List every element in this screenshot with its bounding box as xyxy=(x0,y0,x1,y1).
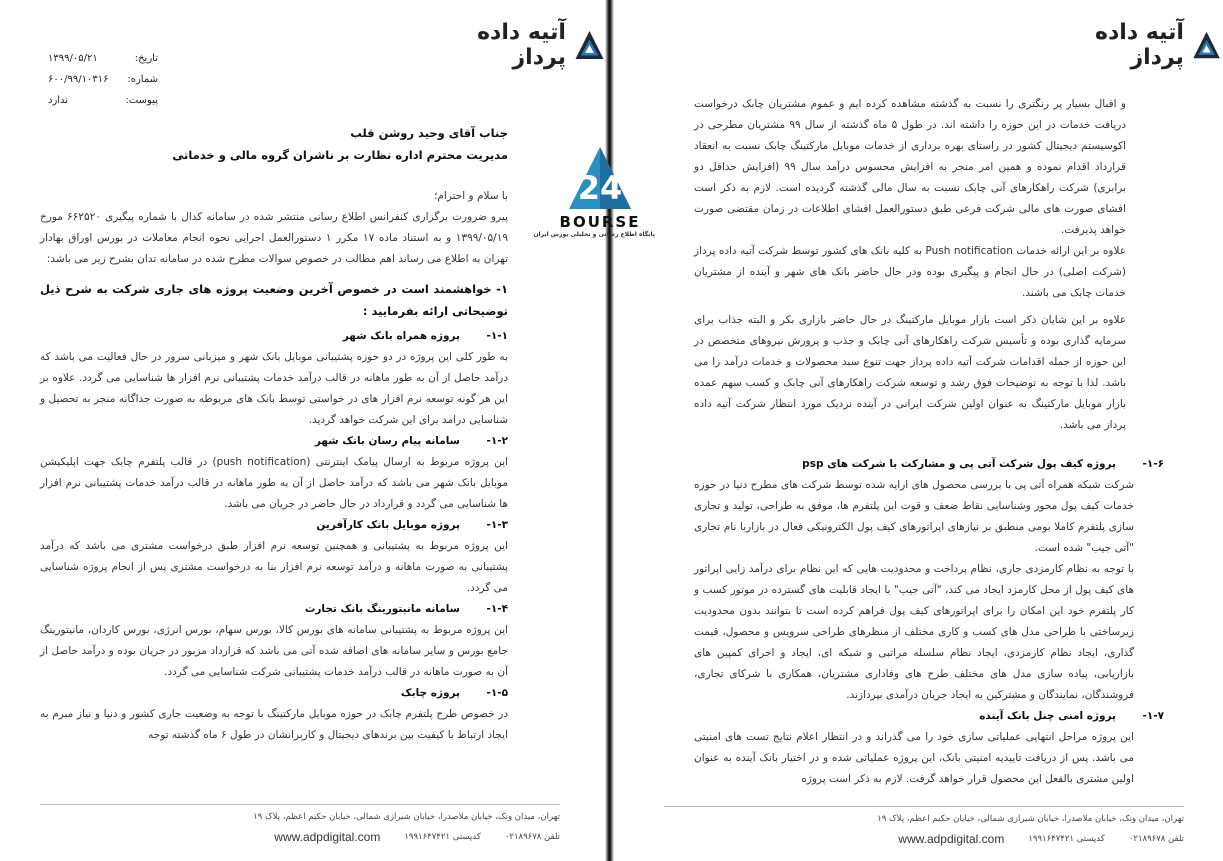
meta-label: پیوست: xyxy=(125,95,158,106)
watermark-subtitle: پایگاه اطلاع رسانی و تحلیلی بورس ایران xyxy=(533,231,655,238)
company-logo xyxy=(420,20,607,70)
item-number: ۱-۶- xyxy=(1142,458,1164,470)
logo-text: آتیه داده پرداز xyxy=(477,20,566,70)
triangle-logo-icon xyxy=(572,27,607,63)
item-title: پروژه امنی چنل بانک آینده xyxy=(979,710,1116,722)
footer-phone: تلفن ۰۲۱۸۹۶۷۸ xyxy=(504,832,560,842)
footer-website[interactable]: www.adpdigital.com xyxy=(898,832,1005,846)
item-title: سامانه مانیتورینگ بانک تجارت xyxy=(304,603,460,615)
project-item xyxy=(40,599,508,683)
paragraph: علاوه بر این ارائه خدمات Push notification به کلیه بانک های کشور توسط شرکت آتیه داده پرداز (شرکت اصلی) در حال انجام و پیگیری بوده ودر حال حاضر بانک های شهر و آینده از مشتریان خدمات چابک می باشند. xyxy=(694,245,1126,299)
footer-divider xyxy=(40,804,560,805)
intro-paragraph: پیرو ضرورت برگزاری کنفرانس اطلاع رسانی منتشر شده در سامانه کدال با شماره پیگیری ۶۶۲۵۲۰ مورخ ۱۳۹۹/۰۵/۱۹ و به استناد ماده ۱۷ مکرر ۱ دستورالعمل اجرایی نحوه انجام معاملات در بورس اوراق بهادار تهران به اطلاع می رساند اهم مطالب در خصوص سوالات مطرح شده در سامانه تدان بشرح زیر می باشد: xyxy=(40,211,508,265)
meta-label: شماره: xyxy=(127,74,158,85)
letter-page-1 xyxy=(0,0,607,861)
footer-postal: کدپستی ۱۹۹۱۶۴۷۴۲۱ xyxy=(1028,834,1105,844)
watermark-word: BOURSE xyxy=(559,213,641,231)
section-heading: ۱- خواهشمند است در خصوص آخرین وضعیت پروژه های جاری شرکت به شرح ذیل توضیحاتی ارائه بفرمایید : xyxy=(40,282,508,318)
item-body: این پروژه مراحل انتهایی عملیاتی سازی خود را می گذراند و در انتظار اعلام نتایج تست های امنیتی می باشد. پس از دریافت تاییدیه امنیتی بانک، این پروژه عملیاتی شده و در اختیار بانک آینده به عنوان اولین مشتری بالفعل این محصول قرار خواهد گرفت. لازم به ذکر است پروژه xyxy=(694,731,1134,785)
item-body: با توجه به نظام کارمزدی جاری، نظام پرداخت و محدودیت هایی که این نظام برای درآمد زایی اپراتور های کیف پول از محل کارمزد ایجاد می کند، "آتی جیب" با ایجاد قابلیت های گسترده در موتور کسب و کار پلتفرم خود این امکان را برای اپراتورهای کیف پول فراهم کرده است تا بتوانند بدون محدودیت زیرساختی با طراحی مدل های کسب و کاری مختلف از منظرهای طراحی سرویس و محصول، قیمت گذاری، ایجاد نظام کارمزدی، ایجاد نظام سلسله مراتبی و شبکه ای، ایجاد و اجرای کمپین های بازاریابی، پیاده سازی مدل های مختلف طرح های وفاداری مشتریان، همکاری با شرکای تجاری، فروشندگان، نمایندگان و مشترکین به ایجاد جریان درآمدی بپردازند. xyxy=(694,563,1134,701)
recipient-title: مدیریت محترم اداره نظارت بر ناشران گروه مالی و خدماتی xyxy=(172,148,508,162)
meta-date xyxy=(48,48,158,69)
item-body: این پروژه مربوط به ارسال پیامک اینترنتی (push notification) در قالب پلتفرم چابک جهت اپلیکیشن موبایل بانک شهر می باشد که درآمد حاصل از آن به طور ماهانه در قالب درآمد خدمات پشتیبانی نرم افزار ها شناسایی می گردد و قرارداد در حال حاضر در جریان می باشد. xyxy=(40,456,508,510)
letter-footer xyxy=(40,812,560,844)
item-number: ۱-۳- xyxy=(486,519,508,531)
item-title: پروژه کیف پول شرکت آتی پی و مشارکت با شرکت های psp xyxy=(802,458,1116,470)
item-title: پروژه موبایل بانک کارآفرین xyxy=(316,519,460,531)
item-title: پروژه چابک xyxy=(400,687,460,699)
meta-value: ۶۰۰/۹۹/۱۰۳۱۶ xyxy=(48,74,109,85)
company-logo xyxy=(1046,20,1223,70)
item-number: ۱-۷- xyxy=(1142,710,1164,722)
item-title: پروژه همراه بانک شهر xyxy=(342,330,460,342)
footer-postal: کدپستی ۱۹۹۱۶۴۷۴۲۱ xyxy=(404,832,481,842)
bourse24-logo-icon xyxy=(565,145,635,213)
letter-page-2 xyxy=(614,0,1223,861)
meta-number xyxy=(48,69,158,90)
item-body: در خصوص طرح پلتفرم چابک در حوزه موبایل مارکتینگ با توجه به وضعیت جاری کشور و دنیا و نیاز مبرم به ایجاد ارتباط با کیفیت بین برندهای دیجیتال و کاربرانشان در طول ۶ ماه گذشته توجه xyxy=(40,708,508,741)
project-item xyxy=(40,326,508,431)
bourse24-watermark xyxy=(533,145,655,245)
footer-website[interactable]: www.adpdigital.com xyxy=(274,830,381,844)
item-title: سامانه پیام رسان بانک شهر xyxy=(314,435,460,447)
greeting: با سلام و احترام؛ xyxy=(434,190,508,202)
footer-address: تهران، میدان ونک، خیابان ملاصدرا، خیابان شیرازی شمالی، خیابان حکیم اعظم، پلاک ۱۹ xyxy=(253,812,560,822)
logo-text: آتیه داده پرداز xyxy=(1095,20,1184,70)
footer-divider xyxy=(664,806,1184,807)
item-number: ۱-۱- xyxy=(486,330,508,342)
meta-value: ندارد xyxy=(48,95,69,106)
item-number: ۱-۵- xyxy=(486,687,508,699)
paragraph: علاوه بر این شایان ذکر است بازار موبایل مارکتینگ در حال حاضر بازاری بکر و البته جذاب برای سرمایه گذاری بوده و تأسیس شرکت راهکارهای آنی چابک و جذب و پرورش نیروهای متخصص در این حوزه از جمله اقدامات شرکت آتیه داده پرداز جهت تنوع سبد محصولات و خدمات درآمد زا می باشد. لذا با توجه به توضیحات فوق رشد و توسعه شرکت راهکارهای آنی چابک و کسب سهم عمده بازار موبایل مارکتینگ به عنوان اولین شرکت ایرانی در آینده نزدیک مورد انتظار شرکت آتیه داده پرداز می باشد. xyxy=(694,314,1126,431)
item-body: این پروژه مربوط به پشتیبانی سامانه های بورس کالا، بورس سهام، بورس انرژی، بورس کاردان، مانیتورینگ جامع بورس و سایر سامانه های اضافه شده آتی می باشد که قرارداد مزبور در جریان بوده و درآمد حاصل از آن به صورت ماهانه در قالب درآمد خدمات پشتیبانی شرکت شناسایی می گردد. xyxy=(40,624,508,678)
meta-value: ۱۳۹۹/۰۵/۲۱ xyxy=(48,53,98,64)
meta-attachment xyxy=(48,90,158,111)
letter-meta xyxy=(48,48,158,111)
item-number: ۱-۲- xyxy=(486,435,508,447)
meta-label: تاریخ: xyxy=(134,53,158,64)
triangle-logo-icon xyxy=(1190,27,1223,63)
paragraph: و اقبال بسیار پر رنگتری را نسبت به گذشته مشاهده کرده ایم و عموم مشتریان چابک درخواست دریافت خدمات در این حوزه را داشته اند. در طول ۵ ماه گذشته از سال ۹۹ مشتریان مطرحی در اکوسیستم دیجیتال کشور در راستای بهره برداری از خدمات موبایل مارکتینگ چابک نسبت به انعقاد قرارداد اقدام نموده و همین امر منجر به افزایش محسوس درآمد سال ۹۹ (افزایش حداقل دو برابری) شرکت راهکارهای آنی چابک نسبت به سال مالی گذشته گردیده است. لازم به ذکر است افشای صورت های مالی شرکت فرعی طبق دستورالعمل افشای اطلاعات در زمان مقتضی صورت خواهد پذیرفت. xyxy=(694,98,1127,236)
project-item xyxy=(40,515,508,599)
item-body: این پروژه مربوط به پشتیبانی و همچنین توسعه نرم افزار طبق درخواست مشتری می باشد که درآمد پشتیبانی به صورت ماهانه و درآمد توسعه نرم افزار بنا به درخواست مشتری پس از انجام پروژه شناسایی می گردد. xyxy=(40,540,508,594)
project-item xyxy=(40,683,508,746)
item-number: ۱-۴- xyxy=(486,603,508,615)
letter-footer xyxy=(664,814,1184,846)
footer-address: تهران، میدان ونک، خیابان ملاصدرا، خیابان شیرازی شمالی، خیابان حکیم اعظم، پلاک ۱۹ xyxy=(877,814,1184,824)
project-item xyxy=(40,431,508,515)
item-body: به طور کلی این پروژه در دو حوزه پشتیبانی موبایل بانک شهر و میزبانی سرور در حال فعالیت می باشد که درآمد حاصل از آن به طور ماهانه در قالب درآمد خدمات پشتیبانی نرم افزار ها شناسایی می گردد. علاوه بر این هر گونه توسعه نرم افزار های در خواستی توسط بانک های مربوطه به صورت جداگانه منجر به تحصیل و شناسایی درامد برای این شرکت خواهد گردید. xyxy=(40,351,508,426)
book-spine xyxy=(605,0,614,861)
item-body: شرکت شبکه همراه آتی پی با بررسی محصول های ارایه شده توسط شرکت های مطرح دنیا در حوزه خدمات کیف پول محور وشناسایی نقاط ضعف و قوت این پلتفرم ها، موفق به طراحی، تولید و تجاری سازی پلتفرم کاملا بومی منطبق بر نیازهای اپراتورهای کیف پول الکترونیکی فعال در بازاربا نام تجاری "آتی جیب" شده است. xyxy=(694,479,1134,554)
footer-phone: تلفن ۰۲۱۸۹۶۷۸ xyxy=(1128,834,1184,844)
recipient-name: جناب آقای وحید روشن قلب xyxy=(350,126,508,140)
logo-glyph: 24 xyxy=(577,169,623,207)
